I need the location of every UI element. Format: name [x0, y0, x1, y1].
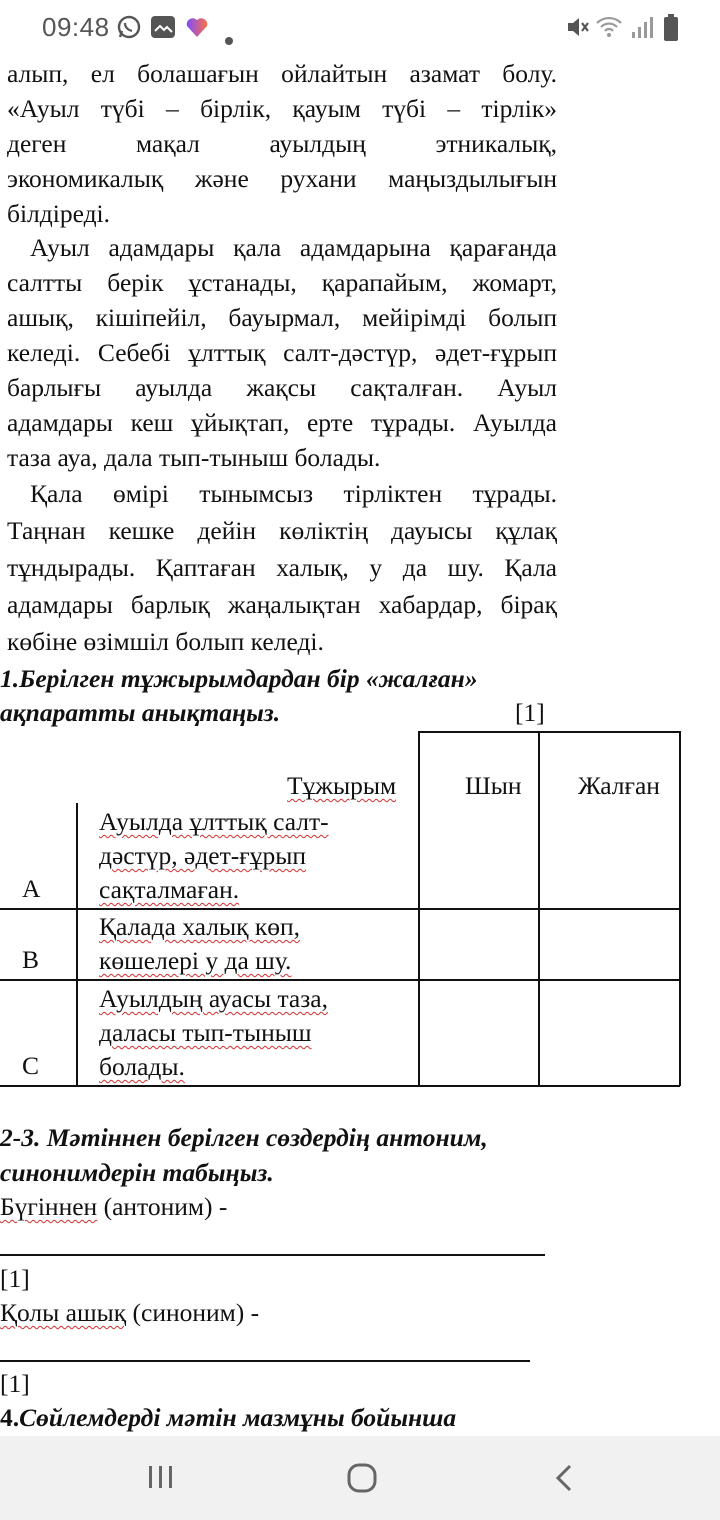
task-2-heading: 2-3. Мәтіннен берілген сөздердің антоним, [0, 1123, 488, 1152]
synonym-answer-line[interactable] [0, 1360, 530, 1362]
table-row-statement: Қалада халық көп, көшелері у да шу. [99, 912, 300, 975]
gallery-icon [150, 14, 176, 47]
paragraph-2-line: таза ауа, дала тып-тыныш болады. [7, 443, 381, 472]
antonym-mark: [1] [0, 1264, 30, 1293]
table-row-statement: Ауылдың ауасы таза, даласы тып-тыныш болады. [99, 984, 329, 1081]
row-letter: A [22, 874, 41, 903]
paragraph-1-line: экономикалық және рухани маңыздылығын [7, 164, 557, 193]
synonym-prompt: Қолы ашық (синоним) - [0, 1298, 260, 1327]
task-4-heading: 4.Сөйлемдерді мәтін мазмұны бойынша [0, 1403, 457, 1432]
paragraph-1-line: деген мақал ауылдың этникалық, [7, 129, 557, 158]
home-icon[interactable] [346, 1462, 378, 1499]
paragraph-1-line: «Ауыл түбі – бірлік, қауым түбі – тірлік» [7, 94, 557, 123]
header-statement: Тұжырым [287, 771, 397, 800]
paragraph-2-line: адамдары кеш ұйықтап, ерте тұрады. Ауылда [7, 408, 557, 437]
header-false: Жалған [578, 771, 660, 800]
heart-icon [184, 14, 210, 47]
whatsapp-icon [116, 14, 142, 47]
row-letter: C [22, 1051, 40, 1080]
row-letter: B [22, 945, 40, 974]
statements-table [0, 731, 720, 1091]
header-true: Шын [465, 771, 522, 800]
dot-icon [224, 22, 234, 53]
paragraph-3-line: адамдары барлық жаңалықтан хабардар, бірақ [7, 590, 557, 619]
status-bar [0, 0, 720, 56]
paragraph-3-line: тұндырады. Қаптаған халық, у да шу. Қала [7, 553, 557, 582]
paragraph-1-line: білдіреді. [7, 199, 111, 228]
back-icon[interactable] [552, 1462, 576, 1499]
task-1-mark: [1] [515, 698, 545, 727]
paragraph-3-line: көбіне өзімшіл болып келеді. [7, 627, 324, 656]
battery-icon [662, 14, 680, 49]
table-row-statement: Ауылда ұлттық салт- дәстүр, әдет-ғұрып сақталмаған. [99, 807, 329, 904]
status-time: 09:48 [42, 12, 110, 42]
recent-apps-icon[interactable] [146, 1462, 176, 1497]
paragraph-2-line: Ауыл адамдары қала адамдарына қарағанда [30, 233, 557, 262]
paragraph-2-line: салтты берік ұстанады, қарапайым, жомарт, [7, 268, 557, 297]
antonym-prompt: Бүгіннен (антоним) - [0, 1192, 228, 1221]
navigation-bar [0, 1436, 720, 1520]
paragraph-2-line: барлығы ауылда жақсы сақталған. Ауыл [7, 373, 557, 402]
task-1-heading-2: ақпаратты анықтаңыз. [0, 698, 281, 727]
paragraph-1-line: алып, ел болашағын ойлайтын азамат болу. [7, 59, 557, 88]
task-1-heading: 1.Берілген тұжырымдардан бір «жалған» [0, 664, 478, 693]
wifi-icon [595, 14, 623, 47]
paragraph-3-line: Таңнан кешке дейін көліктің дауысы құлақ [7, 516, 557, 545]
paragraph-2-line: ашық, кішіпейіл, бауырмал, мейірімді болып [7, 303, 557, 332]
task-2-heading-2: синонимдерін табыңыз. [0, 1158, 274, 1187]
paragraph-2-line: келеді. Себебі ұлттық салт-дәстүр, әдет-ғұрып [7, 338, 557, 367]
antonym-answer-line[interactable] [0, 1254, 545, 1256]
signal-icon [630, 14, 654, 47]
paragraph-3-line: Қала өмірі тынымсыз тірліктен тұрады. [30, 479, 557, 508]
synonym-mark: [1] [0, 1369, 30, 1398]
mute-icon [565, 14, 591, 47]
